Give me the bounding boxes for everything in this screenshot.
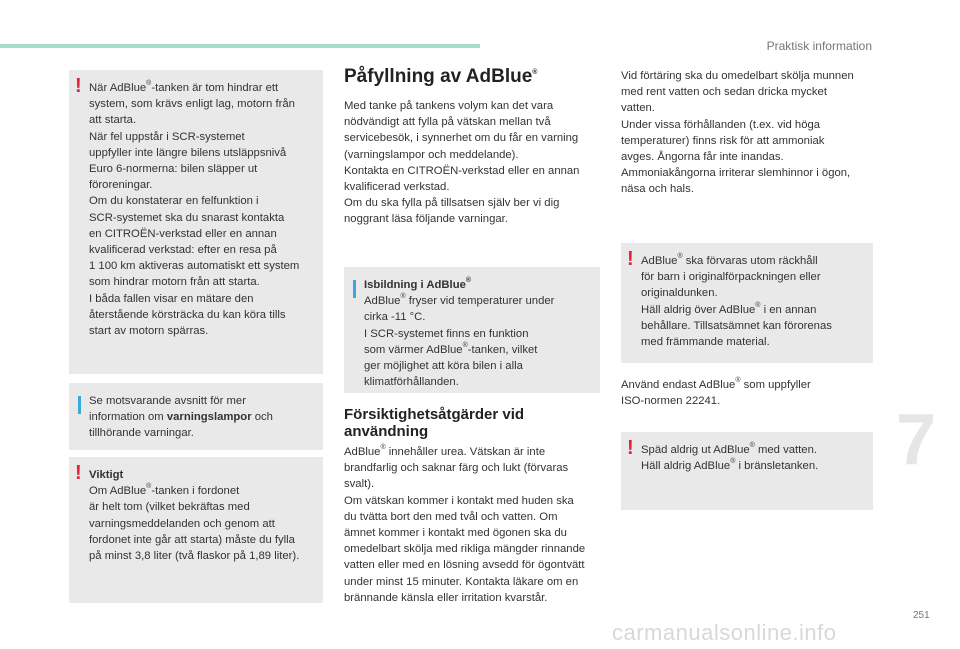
chapter-title: Praktisk information <box>766 39 872 53</box>
warning-icon: ! <box>75 462 82 484</box>
warning-icon: ! <box>627 437 634 459</box>
warning-box-scr <box>69 70 323 374</box>
info-icon <box>353 280 356 298</box>
info-text: Se motsvarande avsnitt för mer information om varningslampor och tillhörande varningar. <box>89 395 273 440</box>
subsection-title: Försiktighetsåtgärder vid användning <box>344 406 525 440</box>
warning-text: Späd aldrig ut AdBlue® med vatten. Häll aldrig AdBlue® i bränsletanken. <box>641 442 819 473</box>
precautions-text: AdBlue® innehåller urea. Vätskan är inte brandfarlig och saknar färg och lukt (förvaras svalt). Om vätskan kommer i kontakt med huden ska du tvätta bort den med tvål och vatten. Om ämnet kommer i kontakt med ögonen ska du omedelbart skölja med rikliga mängder rinnande vatten eller med en lösning avsedd för ögontvätt under minst 15 minuter. Kontakta läkare om en brännande känsla eller irritation kvarstår. <box>344 444 586 604</box>
page-number: 251 <box>913 610 930 621</box>
warning-text: När AdBlue®-tanken är tom hindrar ett system, som krävs enligt lag, motorn från att starta. När fel uppstår i SCR-systemet uppfyller inte längre bilens utsläppsnivå Euro 6-normerna: bilen släpper ut föroreningar. Om du konstaterar en felfunktion i SCR-systemet ska du snarast kontakta en CITROËN-verkstad eller en annan kvalificerad verkstad: efter en resa på 1 100 km aktiveras automatiskt ett system som hindrar motorn från att starta. I båda fallen visar en mätare den återstående körsträcka du kan köra tills start av motorn spärras. <box>89 80 300 338</box>
iso-text: Använd endast AdBlue® som uppfyller ISO-normen 22241. <box>621 377 811 408</box>
warning-text: AdBlue® ska förvaras utom räckhåll för barn i originalförpackningen eller originaldunken. Häll aldrig över AdBlue® i en annan behållare. Tillsatsämnet kan förorenas med främmande material. <box>641 253 832 349</box>
intro-text: Med tanke på tankens volym kan det vara nödvändigt att fylla på vätskan mellan två servicebesök, i synnerhet om du får en varning (varningslampor och meddelande). Kontakta en CITROËN-verkstad eller en annan kvalificerad verkstad. Om du ska fylla på tillsatsen själv ber vi dig noggrant läsa följande varningar. <box>344 100 580 226</box>
ingestion-text: Vid förtäring ska du omedelbart skölja munnen med rent vatten och sedan dricka mycket vatten. Under vissa förhållanden (t.ex. vid höga temperaturer) finns risk för att ammoniak avges. Ångorna får inte inandas. Ammoniakångorna irriterar slemhinnor i ögon, näsa och hals. <box>621 70 854 196</box>
warning-icon: ! <box>627 248 634 270</box>
info-title: Isbildning i AdBlue® <box>364 277 472 291</box>
info-box-reference <box>69 383 323 450</box>
watermark: carmanualsonline.info <box>612 620 837 645</box>
warning-box-important <box>69 457 323 603</box>
info-icon <box>78 396 81 414</box>
warning-box-dilution <box>621 432 873 510</box>
warning-box-storage <box>621 243 873 363</box>
header-accent-bar <box>0 44 480 48</box>
warning-text: Om AdBlue®-tanken i fordonet är helt tom (vilket bekräftas med varningsmeddelanden och genom att fordonet inte går att starta) måste du fylla på minst 3,8 liter (två flaskor på 1,89 liter). <box>89 483 300 563</box>
section-title: Påfyllning av AdBlue® <box>344 66 538 87</box>
warning-title: Viktigt <box>89 469 124 481</box>
warning-icon: ! <box>75 75 82 97</box>
info-box-freezing <box>344 267 600 393</box>
info-text: AdBlue® fryser vid temperaturer under cirka -11 °C. I SCR-systemet finns en funktion som värmer AdBlue®-tanken, vilket ger möjlighet att köra bilen i alla klimatförhållanden. <box>364 293 555 389</box>
chapter-number: 7 <box>896 400 937 480</box>
